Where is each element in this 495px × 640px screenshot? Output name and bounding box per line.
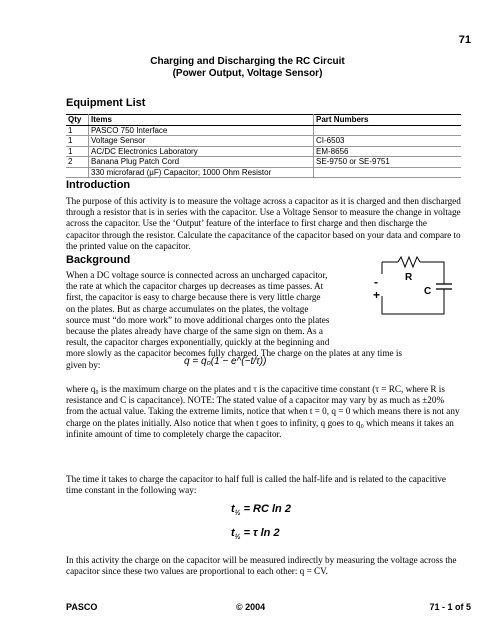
cell-qty: 1 xyxy=(66,146,89,157)
cell-part xyxy=(314,167,462,178)
half-life-equation-2: $t_{\frac{1}{2}} = \tau$ ln 2 xyxy=(231,527,280,542)
text-line: result, the capacitor charges exponentially, quickly at the beginning and xyxy=(66,337,330,348)
text-line: on the plates. But as charge accumulates on the plates, the voltage xyxy=(66,303,309,314)
footer-page-count: 71 - 1 of 5 xyxy=(429,602,471,612)
plus-terminal: + xyxy=(373,288,381,302)
document-title xyxy=(0,56,495,80)
minus-terminal: - xyxy=(374,275,378,289)
circuit-wire xyxy=(420,262,444,284)
title-line-2: (Power Output, Voltage Sensor) xyxy=(172,68,323,79)
page-number: 71 xyxy=(458,34,471,46)
text-line: the rate at which the capacitor charges up decreases as time passes. At xyxy=(66,281,324,292)
cell-qty: 1 xyxy=(66,125,89,136)
title-line-1: Charging and Discharging the RC Circuit xyxy=(150,56,345,67)
rc-circuit-diagram xyxy=(364,244,464,324)
table-row xyxy=(66,167,461,178)
introduction-text: The purpose of this activity is to measure the voltage across a capacitor as it is charged and then discharged through a resistor that is in series with the capacitor. Use a Voltage Sensor to measure the change in voltage across the capacitor. Use the ‘Output’ feature of the interface to first charge and then discharge the capacitor through the resistor. Calculate the capacitance of the capacitor based on your data and compare to the printed value on the capacitor. xyxy=(66,196,461,251)
cell-part: SE-9750 or SE-9751 xyxy=(314,157,462,168)
equation-rhs: = τ ln 2 xyxy=(243,527,280,539)
text-line: When a DC voltage source is connected across an uncharged capacitor, xyxy=(66,270,328,280)
cell-item: AC/DC Electronics Laboratory xyxy=(89,146,314,157)
col-part-numbers: Part Numbers xyxy=(314,115,462,126)
equipment-table xyxy=(66,114,461,178)
text-line: more slowly as the capacitor becomes fully charged. The charge on the plates at any time is xyxy=(66,348,402,359)
cell-item: 330 microfarad (µF) Capacitor; 1000 Ohm Resistor xyxy=(89,167,314,178)
footer-copyright: © 2004 xyxy=(236,602,266,612)
introduction-heading: Introduction xyxy=(66,179,131,191)
circuit-wire xyxy=(382,289,444,314)
text-line: given by: xyxy=(66,359,101,370)
col-qty: Qty xyxy=(66,115,89,126)
table-row xyxy=(66,146,461,157)
charge-equation xyxy=(184,356,266,367)
table-row xyxy=(66,125,461,136)
cell-part: EM-8656 xyxy=(314,146,462,157)
table-row xyxy=(66,157,461,168)
cell-item: Banana Plug Patch Cord xyxy=(89,157,314,168)
half-life-equation-1: $t_{\frac{1}{2}}$ = RC ln 2 xyxy=(231,503,291,518)
equation-text: q = q₀(1 − e^(−t/τ)) xyxy=(184,356,267,367)
table-row xyxy=(66,136,461,147)
background-paragraph-2: where q₀ is the maximum charge on the plates and τ is the capacitive time constant (τ = RC, where R is resistance and C is capacitance). NOTE: The stated value of a capacitor may vary by as much as ±20% from the actual value. Taking the extreme limits, notice that when t = 0, q = 0 which means there is not any charge on the plates initially. Also notice that when t goes to infinity, q goes to q₀ which means it takes an infinite amount of time to completely charge the capacitor. xyxy=(66,384,460,439)
equipment-heading: Equipment List xyxy=(66,97,146,109)
background-paragraph-3: The time it takes to charge the capacitor to half full is called the half-life and is related to the capacitive time constant in the following way: xyxy=(66,474,446,496)
resistor-label: R xyxy=(405,272,413,283)
table-header-row xyxy=(66,115,461,126)
text-line: because the plates already have charge of the same sign on them. As a xyxy=(66,326,323,337)
cell-qty xyxy=(66,167,89,178)
col-items: Items xyxy=(89,115,314,126)
cell-item: Voltage Sensor xyxy=(89,136,314,147)
text-line: first, the capacitor is easy to charge because there is very little charge xyxy=(66,292,321,303)
capacitor-label: C xyxy=(424,286,432,297)
cell-qty: 2 xyxy=(66,157,89,168)
background-heading: Background xyxy=(66,254,131,266)
cell-qty: 1 xyxy=(66,136,89,147)
cell-part: CI-6503 xyxy=(314,136,462,147)
background-paragraph-4: In this activity the charge on the capacitor will be measured indirectly by measuring the voltage across the capacitor since these two values are proportional to each other: q = CV. xyxy=(66,555,457,577)
text-line: source must “do more work” to move additional charges onto the plates xyxy=(66,314,330,325)
footer-publisher: PASCO xyxy=(66,602,98,612)
resistor-symbol xyxy=(398,257,420,267)
equation-rhs: = RC ln 2 xyxy=(243,503,291,515)
cell-item: PASCO 750 Interface xyxy=(89,125,314,136)
cell-part xyxy=(314,125,462,136)
